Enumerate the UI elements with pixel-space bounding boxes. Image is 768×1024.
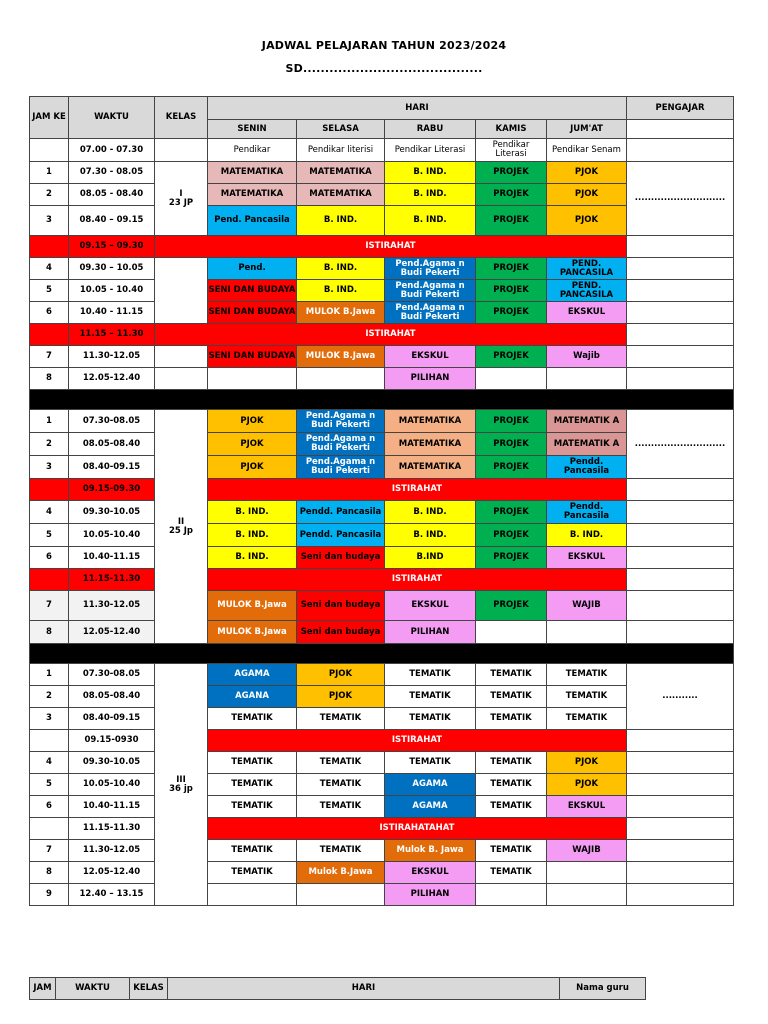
subject-cell: Pend.Agama n Budi Pekerti	[297, 410, 385, 433]
subject-cell	[208, 884, 297, 906]
jam-cell: 5	[30, 280, 69, 302]
subject-cell: PJOK	[547, 752, 627, 774]
subject-cell	[297, 884, 385, 906]
break-time: 09.15 – 09.30	[69, 236, 155, 258]
subject-cell: PILIHAN	[385, 884, 476, 906]
break-time: 11.15-11.30	[69, 569, 155, 591]
subject-cell: TEMATIK	[476, 796, 547, 818]
subject-cell: PJOK	[547, 162, 627, 184]
subject-cell: EKSKUL	[385, 862, 476, 884]
pengajar-cell	[627, 884, 734, 906]
pengajar-cell	[627, 591, 734, 621]
waktu-cell: 09.30 – 10.05	[69, 258, 155, 280]
pengajar-cell	[627, 796, 734, 818]
school-name: SD.........................................	[285, 62, 483, 75]
subject-cell: Mulok B. Jawa	[385, 840, 476, 862]
pengajar-cell	[627, 730, 734, 752]
waktu-cell: 07.30-08.05	[69, 664, 155, 686]
header-hari: HARI	[208, 97, 627, 120]
subject-cell: Pendd. Pancasila	[297, 524, 385, 547]
subject-cell: Pendikar	[208, 139, 297, 162]
subject-cell: B. IND.	[385, 501, 476, 524]
subject-cell: TEMATIK	[547, 708, 627, 730]
subject-cell: TEMATIK	[385, 686, 476, 708]
waktu-cell: 10.40-11.15	[69, 547, 155, 569]
footer-waktu: WAKTU	[56, 978, 130, 1000]
subject-cell: B. IND.	[547, 524, 627, 547]
break-label: ISTIRAHAT	[155, 324, 627, 346]
break-jam	[30, 324, 69, 346]
break-label: ISTIRAHATAHAT	[208, 818, 627, 840]
subject-cell: Pend.Agama n Budi Pekerti	[297, 433, 385, 456]
header-day: JUM'AT	[547, 120, 627, 139]
subject-cell: MATEMATIKA	[385, 456, 476, 479]
subject-cell: Pend.Agama n Budi Pekerti	[385, 280, 476, 302]
subject-cell: PROJEK	[476, 280, 547, 302]
subject-cell: AGANA	[208, 686, 297, 708]
subject-cell: TEMATIK	[476, 862, 547, 884]
subject-cell: PROJEK	[476, 346, 547, 368]
subject-cell: B. IND.	[208, 501, 297, 524]
header-kelas: KELAS	[155, 97, 208, 139]
subject-cell: PROJEK	[476, 547, 547, 569]
waktu-cell: 11.30-12.05	[69, 346, 155, 368]
subject-cell: TEMATIK	[297, 796, 385, 818]
subject-cell: TEMATIK	[476, 664, 547, 686]
subject-cell: TEMATIK	[208, 840, 297, 862]
subject-cell: TEMATIK	[297, 774, 385, 796]
subject-cell: PROJEK	[476, 501, 547, 524]
kelas-cell	[155, 258, 208, 324]
pengajar-cell	[627, 547, 734, 569]
subject-cell: MATEMATIK A	[547, 410, 627, 433]
waktu-cell: 11.30-12.05	[69, 591, 155, 621]
subject-cell: PROJEK	[476, 524, 547, 547]
break-label: ISTIRAHAT	[208, 479, 627, 501]
jam-cell: 2	[30, 184, 69, 206]
subject-cell: PJOK	[297, 664, 385, 686]
jam-cell: 2	[30, 433, 69, 456]
subject-cell: AGAMA	[385, 796, 476, 818]
subject-cell: EKSKUL	[547, 547, 627, 569]
header-day: KAMIS	[476, 120, 547, 139]
pengajar-cell	[627, 479, 734, 501]
subject-cell: PROJEK	[476, 258, 547, 280]
section-divider	[30, 390, 734, 410]
jam-cell: 7	[30, 346, 69, 368]
subject-cell: EKSKUL	[385, 591, 476, 621]
header-day: SENIN	[208, 120, 297, 139]
subject-cell: PEND. PANCASILA	[547, 280, 627, 302]
subject-cell	[476, 621, 547, 644]
subject-cell: TEMATIK	[385, 664, 476, 686]
subject-cell: B. IND.	[385, 206, 476, 236]
waktu-cell: 10.05-10.40	[69, 774, 155, 796]
jam-cell: 3	[30, 708, 69, 730]
jam-cell: 6	[30, 796, 69, 818]
waktu-cell: 12.40 – 13.15	[69, 884, 155, 906]
jam-cell: 3	[30, 206, 69, 236]
subject-cell: MULOK B.Jawa	[208, 621, 297, 644]
subject-cell: TEMATIK	[547, 686, 627, 708]
jam-cell: 1	[30, 162, 69, 184]
waktu-cell: 11.30-12.05	[69, 840, 155, 862]
subject-cell: TEMATIK	[476, 708, 547, 730]
waktu-cell: 08.40-09.15	[69, 708, 155, 730]
pengajar-cell	[627, 621, 734, 644]
subject-cell: MATEMATIKA	[297, 162, 385, 184]
subject-cell	[208, 368, 297, 390]
pengajar-cell	[627, 840, 734, 862]
subject-cell: MULOK B.Jawa	[297, 346, 385, 368]
break-jam	[30, 569, 69, 591]
subject-cell: PJOK	[547, 206, 627, 236]
subject-cell: EKSKUL	[547, 302, 627, 324]
pengajar-cell	[627, 346, 734, 368]
jam-cell: 4	[30, 752, 69, 774]
section-divider	[30, 644, 734, 664]
header-waktu: WAKTU	[69, 97, 155, 139]
jam-cell: 6	[30, 547, 69, 569]
subject-cell: AGAMA	[208, 664, 297, 686]
pengajar-blank	[627, 120, 734, 139]
kelas-cell	[155, 346, 208, 368]
break-label: ISTIRAHAT	[208, 569, 627, 591]
subject-cell: PROJEK	[476, 433, 547, 456]
pengajar-cell	[627, 324, 734, 346]
break-jam	[30, 730, 69, 752]
subject-cell: TEMATIK	[208, 774, 297, 796]
waktu-cell: 08.05-08.40	[69, 433, 155, 456]
subject-cell: B. IND.	[385, 524, 476, 547]
break-time: 09.15-09.30	[69, 479, 155, 501]
subject-cell: MATEMATIK A	[547, 433, 627, 456]
subject-cell: TEMATIK	[476, 840, 547, 862]
header-pengajar: PENGAJAR	[627, 97, 734, 120]
jam-cell: 6	[30, 302, 69, 324]
subject-cell: Pend. Pancasila	[208, 206, 297, 236]
waktu-cell: 12.05-12.40	[69, 862, 155, 884]
jam-cell: 7	[30, 840, 69, 862]
jam-cell: 8	[30, 368, 69, 390]
kelas-cell: II 25 Jp	[155, 410, 208, 644]
header-day: SELASA	[297, 120, 385, 139]
subject-cell: MATEMATIKA	[208, 184, 297, 206]
subject-cell: B.IND	[385, 547, 476, 569]
waktu-cell: 09.30-10.05	[69, 752, 155, 774]
footer-kelas: KELAS	[130, 978, 168, 1000]
subject-cell: PJOK	[547, 184, 627, 206]
waktu-cell: 10.05 - 10.40	[69, 280, 155, 302]
subject-cell	[476, 368, 547, 390]
header-jam: JAM KE	[30, 97, 69, 139]
subject-cell: Pendikar Senam	[547, 139, 627, 162]
waktu-cell: 12.05-12.40	[69, 621, 155, 644]
page-title: JADWAL PELAJARAN TAHUN 2023/2024	[261, 39, 507, 52]
subject-cell: Pend.Agama n Budi Pekerti	[297, 456, 385, 479]
subject-cell: Pendd. Pancasila	[547, 501, 627, 524]
subject-cell: B. IND.	[297, 206, 385, 236]
subject-cell: Seni dan budaya	[297, 621, 385, 644]
subject-cell: TEMATIK	[297, 708, 385, 730]
subject-cell	[547, 884, 627, 906]
waktu-cell: 10.40-11.15	[69, 796, 155, 818]
subject-cell: EKSKUL	[547, 796, 627, 818]
subject-cell: TEMATIK	[476, 686, 547, 708]
waktu-cell: 08.05-08.40	[69, 686, 155, 708]
subject-cell: PILIHAN	[385, 621, 476, 644]
subject-cell: PROJEK	[476, 206, 547, 236]
waktu-cell: 09.30-10.05	[69, 501, 155, 524]
pengajar-cell	[627, 501, 734, 524]
subject-cell: PJOK	[297, 686, 385, 708]
subject-cell: B. IND.	[208, 524, 297, 547]
pengajar-cell	[627, 139, 734, 162]
subject-cell	[547, 862, 627, 884]
pengajar-dots: ............................	[627, 410, 734, 479]
pengajar-cell	[627, 752, 734, 774]
subject-cell: SENI DAN BUDAYA	[208, 280, 297, 302]
subject-cell: PROJEK	[476, 591, 547, 621]
waktu-cell: 08.40-09.15	[69, 456, 155, 479]
subject-cell: Pendd. Pancasila	[547, 456, 627, 479]
waktu-cell: 08.40 – 09.15	[69, 206, 155, 236]
break-time: 11.15 – 11.30	[69, 324, 155, 346]
waktu-cell: 07.30-08.05	[69, 410, 155, 433]
break-jam	[30, 236, 69, 258]
subject-cell: B. IND.	[385, 162, 476, 184]
subject-cell: TEMATIK	[385, 752, 476, 774]
subject-cell: TEMATIK	[547, 664, 627, 686]
subject-cell: Wajib	[547, 346, 627, 368]
subject-cell: PROJEK	[476, 302, 547, 324]
pengajar-cell	[627, 236, 734, 258]
subject-cell: MULOK B.Jawa	[297, 302, 385, 324]
jam-cell: 2	[30, 686, 69, 708]
waktu-cell: 07.30 - 08.05	[69, 162, 155, 184]
footer-table	[29, 977, 646, 1000]
waktu-cell: 10.40 - 11.15	[69, 302, 155, 324]
kelas-cell: I 23 JP	[155, 162, 208, 236]
subject-cell: MATEMATIKA	[385, 433, 476, 456]
subject-cell: TEMATIK	[208, 796, 297, 818]
jam-cell: 3	[30, 456, 69, 479]
subject-cell: PJOK	[208, 410, 297, 433]
subject-cell: Pend.Agama n Budi Pekerti	[385, 302, 476, 324]
pengajar-cell	[627, 258, 734, 280]
subject-cell: Pend.Agama n Budi Pekerti	[385, 258, 476, 280]
pengajar-cell	[627, 524, 734, 547]
subject-cell: TEMATIK	[297, 752, 385, 774]
jam-cell	[30, 139, 69, 162]
subject-cell: B. IND.	[297, 258, 385, 280]
kelas-cell	[155, 368, 208, 390]
subject-cell: PROJEK	[476, 410, 547, 433]
subject-cell: PJOK	[547, 774, 627, 796]
jam-cell: 9	[30, 884, 69, 906]
waktu-cell: 12.05-12.40	[69, 368, 155, 390]
subject-cell: SENI DAN BUDAYA	[208, 302, 297, 324]
subject-cell: Seni dan budaya	[297, 547, 385, 569]
jam-cell: 8	[30, 621, 69, 644]
header-day: RABU	[385, 120, 476, 139]
subject-cell: Pend.	[208, 258, 297, 280]
subject-cell: MULOK B.Jawa	[208, 591, 297, 621]
waktu-cell: 08.05 - 08.40	[69, 184, 155, 206]
break-jam	[30, 479, 69, 501]
subject-cell	[547, 368, 627, 390]
subject-cell: PILIHAN	[385, 368, 476, 390]
footer-jam: JAM	[30, 978, 56, 1000]
subject-cell	[547, 621, 627, 644]
jam-cell: 5	[30, 524, 69, 547]
subject-cell: TEMATIK	[297, 840, 385, 862]
jam-cell: 1	[30, 664, 69, 686]
subject-cell: MATEMATIKA	[297, 184, 385, 206]
subject-cell: SENI DAN BUDAYA	[208, 346, 297, 368]
subject-cell: AGAMA	[385, 774, 476, 796]
break-time: 11.15-11.30	[69, 818, 155, 840]
footer-hari: HARI	[168, 978, 560, 1000]
subject-cell: TEMATIK	[208, 708, 297, 730]
subject-cell: TEMATIK	[476, 774, 547, 796]
subject-cell: Pendikar literisi	[297, 139, 385, 162]
kelas-cell: III 36 jp	[155, 664, 208, 906]
subject-cell: MATEMATIKA	[385, 410, 476, 433]
waktu-cell: 10.05-10.40	[69, 524, 155, 547]
pengajar-dots: ...........	[627, 664, 734, 730]
subject-cell: Pendd. Pancasila	[297, 501, 385, 524]
subject-cell: Mulok B.Jawa	[297, 862, 385, 884]
pengajar-cell	[627, 774, 734, 796]
pengajar-dots: ............................	[627, 162, 734, 236]
pengajar-cell	[627, 368, 734, 390]
kelas-cell	[155, 139, 208, 162]
subject-cell: Pendikar Literasi	[476, 139, 547, 162]
schedule-table	[29, 96, 734, 906]
jam-cell: 7	[30, 591, 69, 621]
subject-cell	[297, 368, 385, 390]
subject-cell: EKSKUL	[385, 346, 476, 368]
footer-nama-guru: Nama guru	[560, 978, 646, 1000]
pengajar-cell	[627, 862, 734, 884]
subject-cell: TEMATIK	[476, 752, 547, 774]
subject-cell: PJOK	[208, 456, 297, 479]
subject-cell: PROJEK	[476, 456, 547, 479]
subject-cell: B. IND.	[385, 184, 476, 206]
pengajar-cell	[627, 280, 734, 302]
waktu-cell: 07.00 - 07.30	[69, 139, 155, 162]
subject-cell: WAJIB	[547, 591, 627, 621]
subject-cell: Seni dan budaya	[297, 591, 385, 621]
break-label: ISTIRAHAT	[155, 236, 627, 258]
subject-cell: MATEMATIKA	[208, 162, 297, 184]
subject-cell: B. IND.	[297, 280, 385, 302]
subject-cell: PEND. PANCASILA	[547, 258, 627, 280]
jam-cell: 4	[30, 258, 69, 280]
break-time: 09.15-0930	[69, 730, 155, 752]
subject-cell: PROJEK	[476, 184, 547, 206]
jam-cell: 1	[30, 410, 69, 433]
subject-cell	[476, 884, 547, 906]
jam-cell: 8	[30, 862, 69, 884]
jam-cell: 4	[30, 501, 69, 524]
subject-cell: WAJIB	[547, 840, 627, 862]
break-jam	[30, 818, 69, 840]
pengajar-cell	[627, 302, 734, 324]
subject-cell: TEMATIK	[385, 708, 476, 730]
subject-cell: PROJEK	[476, 162, 547, 184]
pengajar-cell	[627, 818, 734, 840]
pengajar-cell	[627, 569, 734, 591]
subject-cell: TEMATIK	[208, 862, 297, 884]
subject-cell: B. IND.	[208, 547, 297, 569]
subject-cell: TEMATIK	[208, 752, 297, 774]
subject-cell: Pendikar Literasi	[385, 139, 476, 162]
subject-cell: PJOK	[208, 433, 297, 456]
break-label: ISTIRAHAT	[208, 730, 627, 752]
jam-cell: 5	[30, 774, 69, 796]
